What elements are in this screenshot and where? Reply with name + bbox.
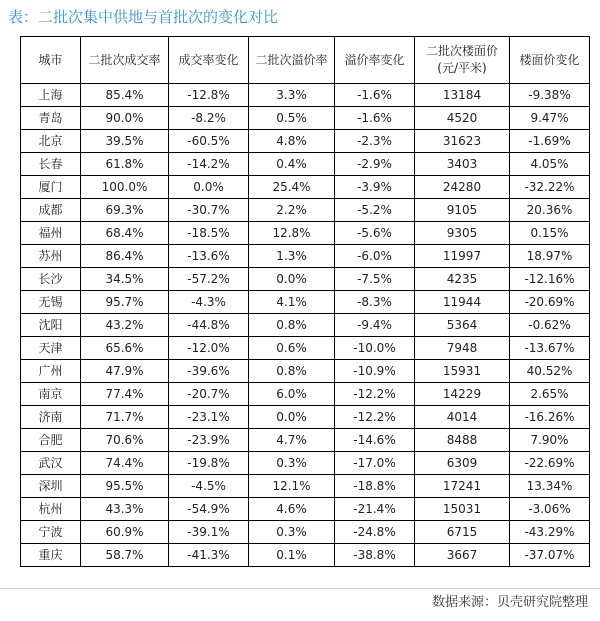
- table-cell: 25.4%: [249, 176, 335, 199]
- table-cell: 7948: [415, 337, 510, 360]
- table-cell: -1.69%: [510, 130, 590, 153]
- table-cell: 74.4%: [81, 452, 169, 475]
- table-cell: 71.7%: [81, 406, 169, 429]
- city-cell: 重庆: [21, 544, 81, 567]
- table-cell: 3.3%: [249, 84, 335, 107]
- city-cell: 青岛: [21, 107, 81, 130]
- table-cell: -22.69%: [510, 452, 590, 475]
- city-cell: 长春: [21, 153, 81, 176]
- table-cell: -38.8%: [335, 544, 415, 567]
- table-cell: 43.2%: [81, 314, 169, 337]
- table-cell: -41.3%: [169, 544, 249, 567]
- table-cell: 13184: [415, 84, 510, 107]
- table-row: [21, 199, 590, 222]
- table-cell: -2.3%: [335, 130, 415, 153]
- table-row: [21, 107, 590, 130]
- comparison-table: [20, 36, 590, 567]
- table-cell: -0.62%: [510, 314, 590, 337]
- table-cell: 11944: [415, 291, 510, 314]
- table-cell: 5364: [415, 314, 510, 337]
- table-cell: 77.4%: [81, 383, 169, 406]
- table-cell: -39.1%: [169, 521, 249, 544]
- table-cell: 11997: [415, 245, 510, 268]
- table-cell: 0.5%: [249, 107, 335, 130]
- table-cell: -32.22%: [510, 176, 590, 199]
- table-row: [21, 268, 590, 291]
- table-cell: -1.6%: [335, 84, 415, 107]
- table-cell: -8.2%: [169, 107, 249, 130]
- city-cell: 济南: [21, 406, 81, 429]
- city-cell: 南京: [21, 383, 81, 406]
- city-cell: 苏州: [21, 245, 81, 268]
- table-cell: 9305: [415, 222, 510, 245]
- table-cell: 6.0%: [249, 383, 335, 406]
- table-cell: 3403: [415, 153, 510, 176]
- table-cell: -23.1%: [169, 406, 249, 429]
- column-header: 成交率变化: [169, 37, 249, 84]
- column-header: 楼面价变化: [510, 37, 590, 84]
- table-cell: -12.2%: [335, 383, 415, 406]
- table-cell: -20.7%: [169, 383, 249, 406]
- table-cell: -54.9%: [169, 498, 249, 521]
- table-cell: -2.9%: [335, 153, 415, 176]
- table-cell: -17.0%: [335, 452, 415, 475]
- table-cell: -10.0%: [335, 337, 415, 360]
- table-cell: 6309: [415, 452, 510, 475]
- table-cell: 0.1%: [249, 544, 335, 567]
- table-row: [21, 498, 590, 521]
- table-cell: -43.29%: [510, 521, 590, 544]
- table-cell: 3667: [415, 544, 510, 567]
- table-cell: -9.4%: [335, 314, 415, 337]
- table-cell: 34.5%: [81, 268, 169, 291]
- table-cell: 47.9%: [81, 360, 169, 383]
- city-cell: 长沙: [21, 268, 81, 291]
- table-cell: -44.8%: [169, 314, 249, 337]
- table-cell: 15931: [415, 360, 510, 383]
- table-row: [21, 153, 590, 176]
- table-row: [21, 429, 590, 452]
- city-cell: 武汉: [21, 452, 81, 475]
- table-cell: 43.3%: [81, 498, 169, 521]
- table-cell: -18.5%: [169, 222, 249, 245]
- table-cell: 95.5%: [81, 475, 169, 498]
- table-cell: 18.97%: [510, 245, 590, 268]
- table-cell: 31623: [415, 130, 510, 153]
- city-cell: 无锡: [21, 291, 81, 314]
- footer-divider: [0, 588, 600, 589]
- table-cell: -60.5%: [169, 130, 249, 153]
- table-cell: 39.5%: [81, 130, 169, 153]
- table-cell: -3.9%: [335, 176, 415, 199]
- table-cell: -12.16%: [510, 268, 590, 291]
- table-cell: -9.38%: [510, 84, 590, 107]
- city-cell: 福州: [21, 222, 81, 245]
- table-cell: -13.6%: [169, 245, 249, 268]
- table-cell: 6715: [415, 521, 510, 544]
- city-cell: 天津: [21, 337, 81, 360]
- table-cell: 2.65%: [510, 383, 590, 406]
- table-cell: 4235: [415, 268, 510, 291]
- comparison-table-wrapper: [20, 36, 589, 567]
- table-row: [21, 222, 590, 245]
- table-row: [21, 406, 590, 429]
- table-row: [21, 337, 590, 360]
- table-cell: 0.0%: [169, 176, 249, 199]
- table-cell: 4.7%: [249, 429, 335, 452]
- table-cell: 95.7%: [81, 291, 169, 314]
- table-cell: -5.2%: [335, 199, 415, 222]
- table-row: [21, 130, 590, 153]
- table-cell: -21.4%: [335, 498, 415, 521]
- table-cell: -4.5%: [169, 475, 249, 498]
- table-cell: -14.2%: [169, 153, 249, 176]
- table-row: [21, 314, 590, 337]
- table-cell: -13.67%: [510, 337, 590, 360]
- table-cell: -24.8%: [335, 521, 415, 544]
- table-header: [21, 37, 590, 84]
- source-note: 数据来源：贝壳研究院整理: [431, 595, 588, 610]
- table-cell: 15031: [415, 498, 510, 521]
- table-cell: -19.8%: [169, 452, 249, 475]
- table-cell: 0.3%: [249, 521, 335, 544]
- city-cell: 北京: [21, 130, 81, 153]
- column-header: 二批次溢价率: [249, 37, 335, 84]
- table-cell: 90.0%: [81, 107, 169, 130]
- table-cell: 2.2%: [249, 199, 335, 222]
- table-cell: -18.8%: [335, 475, 415, 498]
- table-cell: -7.5%: [335, 268, 415, 291]
- table-cell: 14229: [415, 383, 510, 406]
- table-cell: 0.0%: [249, 406, 335, 429]
- table-body: [21, 84, 590, 567]
- table-cell: 9.47%: [510, 107, 590, 130]
- city-cell: 杭州: [21, 498, 81, 521]
- city-cell: 广州: [21, 360, 81, 383]
- table-cell: 13.34%: [510, 475, 590, 498]
- table-row: [21, 291, 590, 314]
- table-cell: 68.4%: [81, 222, 169, 245]
- table-row: [21, 544, 590, 567]
- table-cell: 40.52%: [510, 360, 590, 383]
- city-cell: 厦门: [21, 176, 81, 199]
- table-cell: 4.6%: [249, 498, 335, 521]
- table-cell: 20.36%: [510, 199, 590, 222]
- page-title: 表：二批次集中供地与首批次的变化对比: [8, 8, 279, 26]
- table-cell: 0.8%: [249, 360, 335, 383]
- table-cell: 60.9%: [81, 521, 169, 544]
- table-cell: -57.2%: [169, 268, 249, 291]
- table-row: [21, 245, 590, 268]
- table-cell: 4014: [415, 406, 510, 429]
- table-cell: -8.3%: [335, 291, 415, 314]
- table-cell: -1.6%: [335, 107, 415, 130]
- city-cell: 成都: [21, 199, 81, 222]
- table-cell: -4.3%: [169, 291, 249, 314]
- city-cell: 沈阳: [21, 314, 81, 337]
- city-cell: 合肥: [21, 429, 81, 452]
- table-cell: 4.05%: [510, 153, 590, 176]
- city-cell: 上海: [21, 84, 81, 107]
- table-cell: 0.0%: [249, 268, 335, 291]
- table-cell: 0.6%: [249, 337, 335, 360]
- table-cell: 85.4%: [81, 84, 169, 107]
- table-cell: -5.6%: [335, 222, 415, 245]
- column-header: 二批次成交率: [81, 37, 169, 84]
- table-cell: 17241: [415, 475, 510, 498]
- column-header: 二批次楼面价 (元/平米): [415, 37, 510, 84]
- table-row: [21, 452, 590, 475]
- table-cell: -12.2%: [335, 406, 415, 429]
- city-cell: 宁波: [21, 521, 81, 544]
- table-cell: 9105: [415, 199, 510, 222]
- table-cell: 12.8%: [249, 222, 335, 245]
- table-cell: 61.8%: [81, 153, 169, 176]
- table-cell: -3.06%: [510, 498, 590, 521]
- table-cell: -16.26%: [510, 406, 590, 429]
- table-row: [21, 383, 590, 406]
- table-cell: -20.69%: [510, 291, 590, 314]
- table-cell: -14.6%: [335, 429, 415, 452]
- table-cell: -39.6%: [169, 360, 249, 383]
- table-cell: -30.7%: [169, 199, 249, 222]
- table-row: [21, 521, 590, 544]
- table-cell: 65.6%: [81, 337, 169, 360]
- table-cell: 0.4%: [249, 153, 335, 176]
- table-cell: 4.8%: [249, 130, 335, 153]
- table-cell: 100.0%: [81, 176, 169, 199]
- table-cell: -23.9%: [169, 429, 249, 452]
- table-cell: 12.1%: [249, 475, 335, 498]
- table-row: [21, 360, 590, 383]
- table-row: [21, 475, 590, 498]
- column-header: 溢价率变化: [335, 37, 415, 84]
- table-cell: 0.8%: [249, 314, 335, 337]
- table-cell: 7.90%: [510, 429, 590, 452]
- table-cell: 69.3%: [81, 199, 169, 222]
- table-cell: 4.1%: [249, 291, 335, 314]
- table-cell: -12.0%: [169, 337, 249, 360]
- table-cell: 1.3%: [249, 245, 335, 268]
- table-cell: -37.07%: [510, 544, 590, 567]
- table-cell: -6.0%: [335, 245, 415, 268]
- table-cell: 24280: [415, 176, 510, 199]
- column-header: 城市: [21, 37, 81, 84]
- city-cell: 深圳: [21, 475, 81, 498]
- table-cell: -10.9%: [335, 360, 415, 383]
- table-cell: 58.7%: [81, 544, 169, 567]
- table-cell: 0.15%: [510, 222, 590, 245]
- table-row: [21, 176, 590, 199]
- table-cell: 70.6%: [81, 429, 169, 452]
- table-cell: 86.4%: [81, 245, 169, 268]
- table-cell: -12.8%: [169, 84, 249, 107]
- table-cell: 0.3%: [249, 452, 335, 475]
- table-row: [21, 84, 590, 107]
- table-cell: 4520: [415, 107, 510, 130]
- header-row: [21, 37, 590, 84]
- table-cell: 8488: [415, 429, 510, 452]
